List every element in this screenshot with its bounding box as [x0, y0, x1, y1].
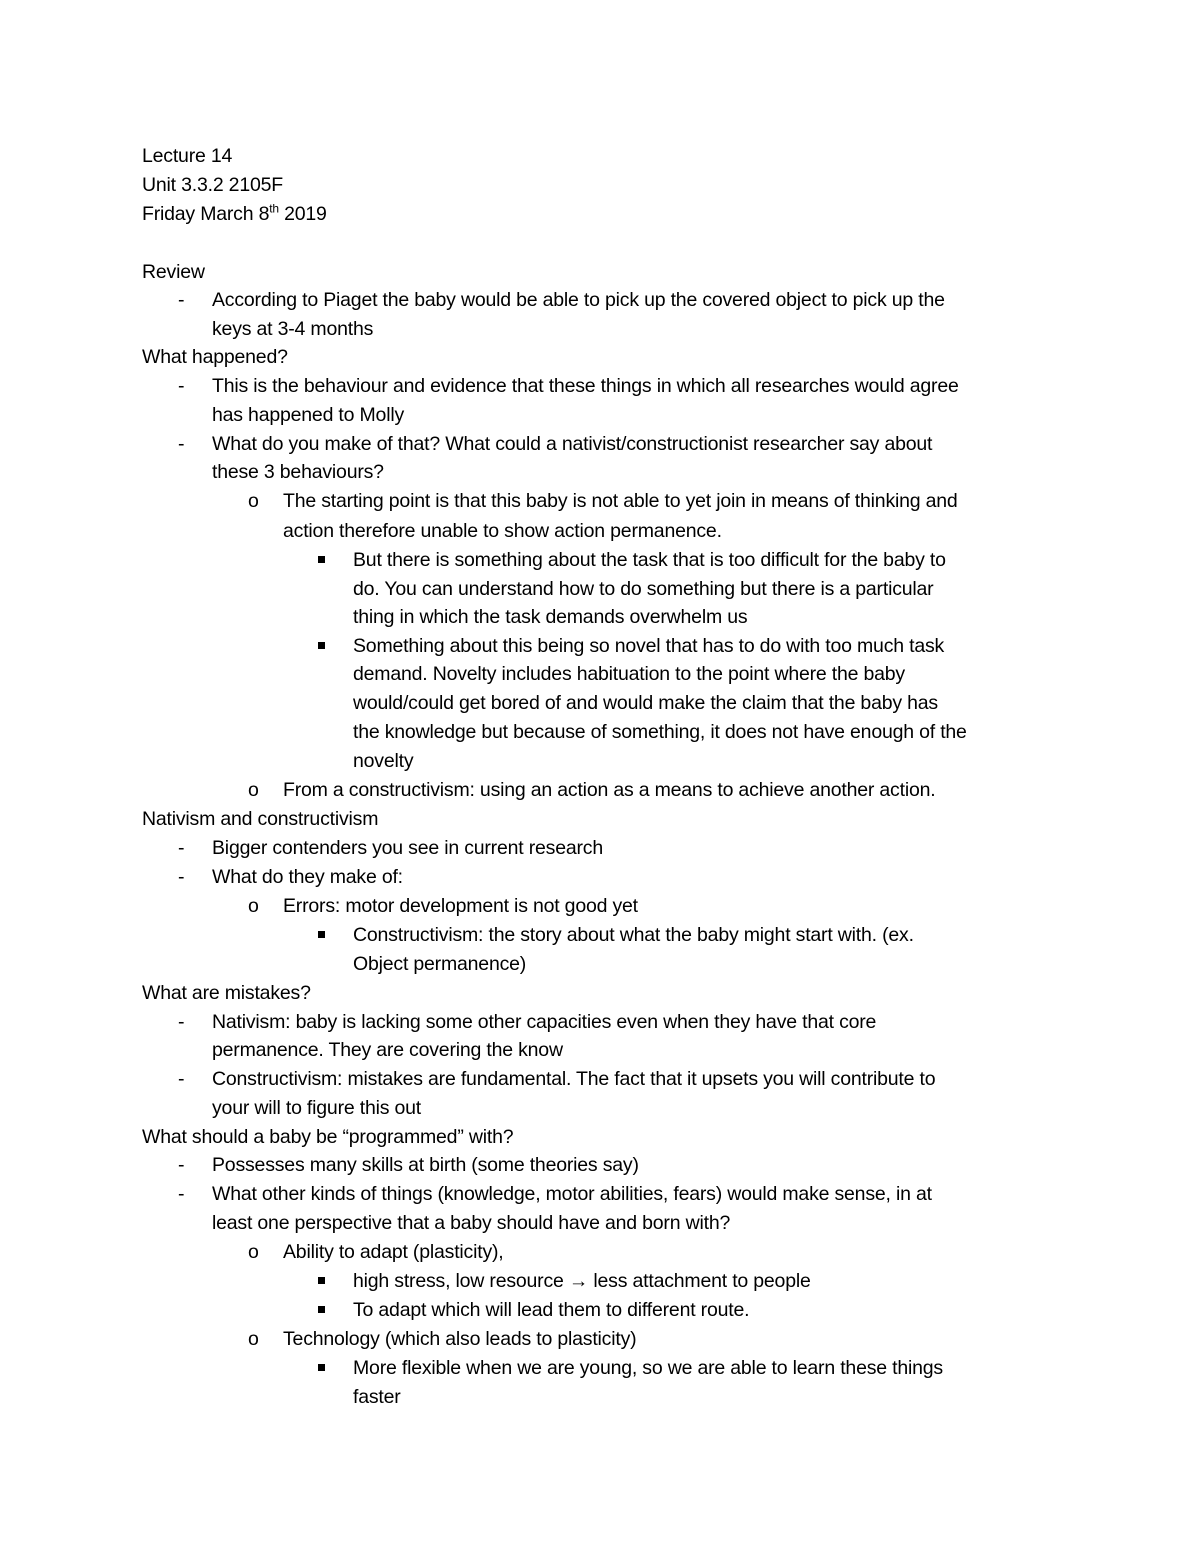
section-heading-programmed: What should a baby be “programmed” with?	[142, 1126, 514, 1148]
dash-bullet: -	[178, 1068, 185, 1090]
date-ordinal: th	[269, 201, 279, 216]
dash-bullet: -	[178, 1183, 185, 1205]
circle-bullet: o	[248, 1328, 259, 1350]
square-bullet	[318, 1277, 325, 1284]
square-bullet	[318, 1306, 325, 1313]
square-bullet	[318, 931, 325, 938]
list-item: This is the behaviour and evidence that these things in which all researches would agree	[212, 375, 959, 397]
sub-list-item: Errors: motor development is not good yet	[283, 895, 638, 917]
sub-sub-list-item-continuation: demand. Novelty includes habituation to the point where the baby	[353, 663, 905, 685]
list-item-continuation: your will to figure this out	[212, 1097, 421, 1119]
list-item: According to Piaget the baby would be able to pick up the covered object to pick up the	[212, 289, 945, 311]
sub-sub-list-item-continuation: Object permanence)	[353, 953, 527, 975]
square-bullet	[318, 642, 325, 649]
sub-sub-list-item-continuation: the knowledge but because of something, it does not have enough of the	[353, 721, 967, 743]
sub-sub-list-item-continuation: thing in which the task demands overwhelm us	[353, 606, 748, 628]
list-item: What do you make of that? What could a nativist/constructionist researcher say about	[212, 433, 933, 455]
section-heading-mistakes: What are mistakes?	[142, 982, 311, 1004]
unit-line: Unit 3.3.2 2105F	[142, 174, 283, 196]
section-heading-what-happened: What happened?	[142, 346, 288, 368]
date-line	[142, 200, 327, 229]
sub-list-item-continuation: action therefore unable to show action permanence.	[283, 520, 722, 542]
square-bullet	[318, 1364, 325, 1371]
sub-sub-list-item-continuation: do. You can understand how to do something but there is a particular	[353, 578, 934, 600]
date-year: 2019	[278, 203, 327, 225]
sub-sub-list-item-continuation: faster	[353, 1386, 401, 1408]
list-item: What other kinds of things (knowledge, motor abilities, fears) would make sense, in at	[212, 1183, 932, 1205]
sub-sub-list-item: More flexible when we are young, so we are able to learn these things	[353, 1357, 943, 1379]
dash-bullet: -	[178, 289, 185, 311]
sub-list-item: Ability to adapt (plasticity),	[283, 1241, 504, 1263]
list-item-continuation: has happened to Molly	[212, 404, 405, 426]
dash-bullet: -	[178, 1154, 185, 1176]
circle-bullet: o	[248, 490, 259, 512]
sub-sub-list-item-continuation: would/could get bored of and would make the claim that the baby has	[353, 692, 938, 714]
square-bullet	[318, 556, 325, 563]
sub-sub-list-item: high stress, low resource → less attachment to people	[353, 1270, 811, 1292]
list-item: Possesses many skills at birth (some theories say)	[212, 1154, 639, 1176]
dash-bullet: -	[178, 375, 185, 397]
sub-sub-list-item-continuation: novelty	[353, 750, 414, 772]
list-item: What do they make of:	[212, 866, 403, 888]
list-item: Constructivism: mistakes are fundamental. The fact that it upsets you will contribute to	[212, 1068, 936, 1090]
list-item: Nativism: baby is lacking some other capacities even when they have that core	[212, 1011, 877, 1033]
dash-bullet: -	[178, 866, 185, 888]
date-text: Friday March 8	[142, 203, 270, 225]
list-item: Bigger contenders you see in current research	[212, 837, 603, 859]
lecture-title: Lecture 14	[142, 145, 233, 167]
circle-bullet: o	[248, 779, 259, 801]
section-heading-nativism: Nativism and constructivism	[142, 808, 379, 830]
dash-bullet: -	[178, 433, 185, 455]
dash-bullet: -	[178, 1011, 185, 1033]
sub-list-item: From a constructivism: using an action as a means to achieve another action.	[283, 779, 936, 801]
sub-list-item: Technology (which also leads to plasticity)	[283, 1328, 637, 1350]
circle-bullet: o	[248, 895, 259, 917]
list-item-continuation: these 3 behaviours?	[212, 461, 384, 483]
circle-bullet: o	[248, 1241, 259, 1263]
section-heading-review: Review	[142, 261, 205, 283]
sub-sub-list-item: Constructivism: the story about what the baby might start with. (ex.	[353, 924, 914, 946]
list-item-continuation: keys at 3-4 months	[212, 318, 374, 340]
sub-list-item: The starting point is that this baby is not able to yet join in means of thinking and	[283, 490, 958, 512]
dash-bullet: -	[178, 837, 185, 859]
sub-sub-list-item: To adapt which will lead them to different route.	[353, 1299, 750, 1321]
list-item-continuation: permanence. They are covering the know	[212, 1039, 563, 1061]
list-item-continuation: least one perspective that a baby should have and born with?	[212, 1212, 731, 1234]
sub-sub-list-item: Something about this being so novel that has to do with too much task	[353, 635, 945, 657]
sub-sub-list-item: But there is something about the task that is too difficult for the baby to	[353, 549, 946, 571]
